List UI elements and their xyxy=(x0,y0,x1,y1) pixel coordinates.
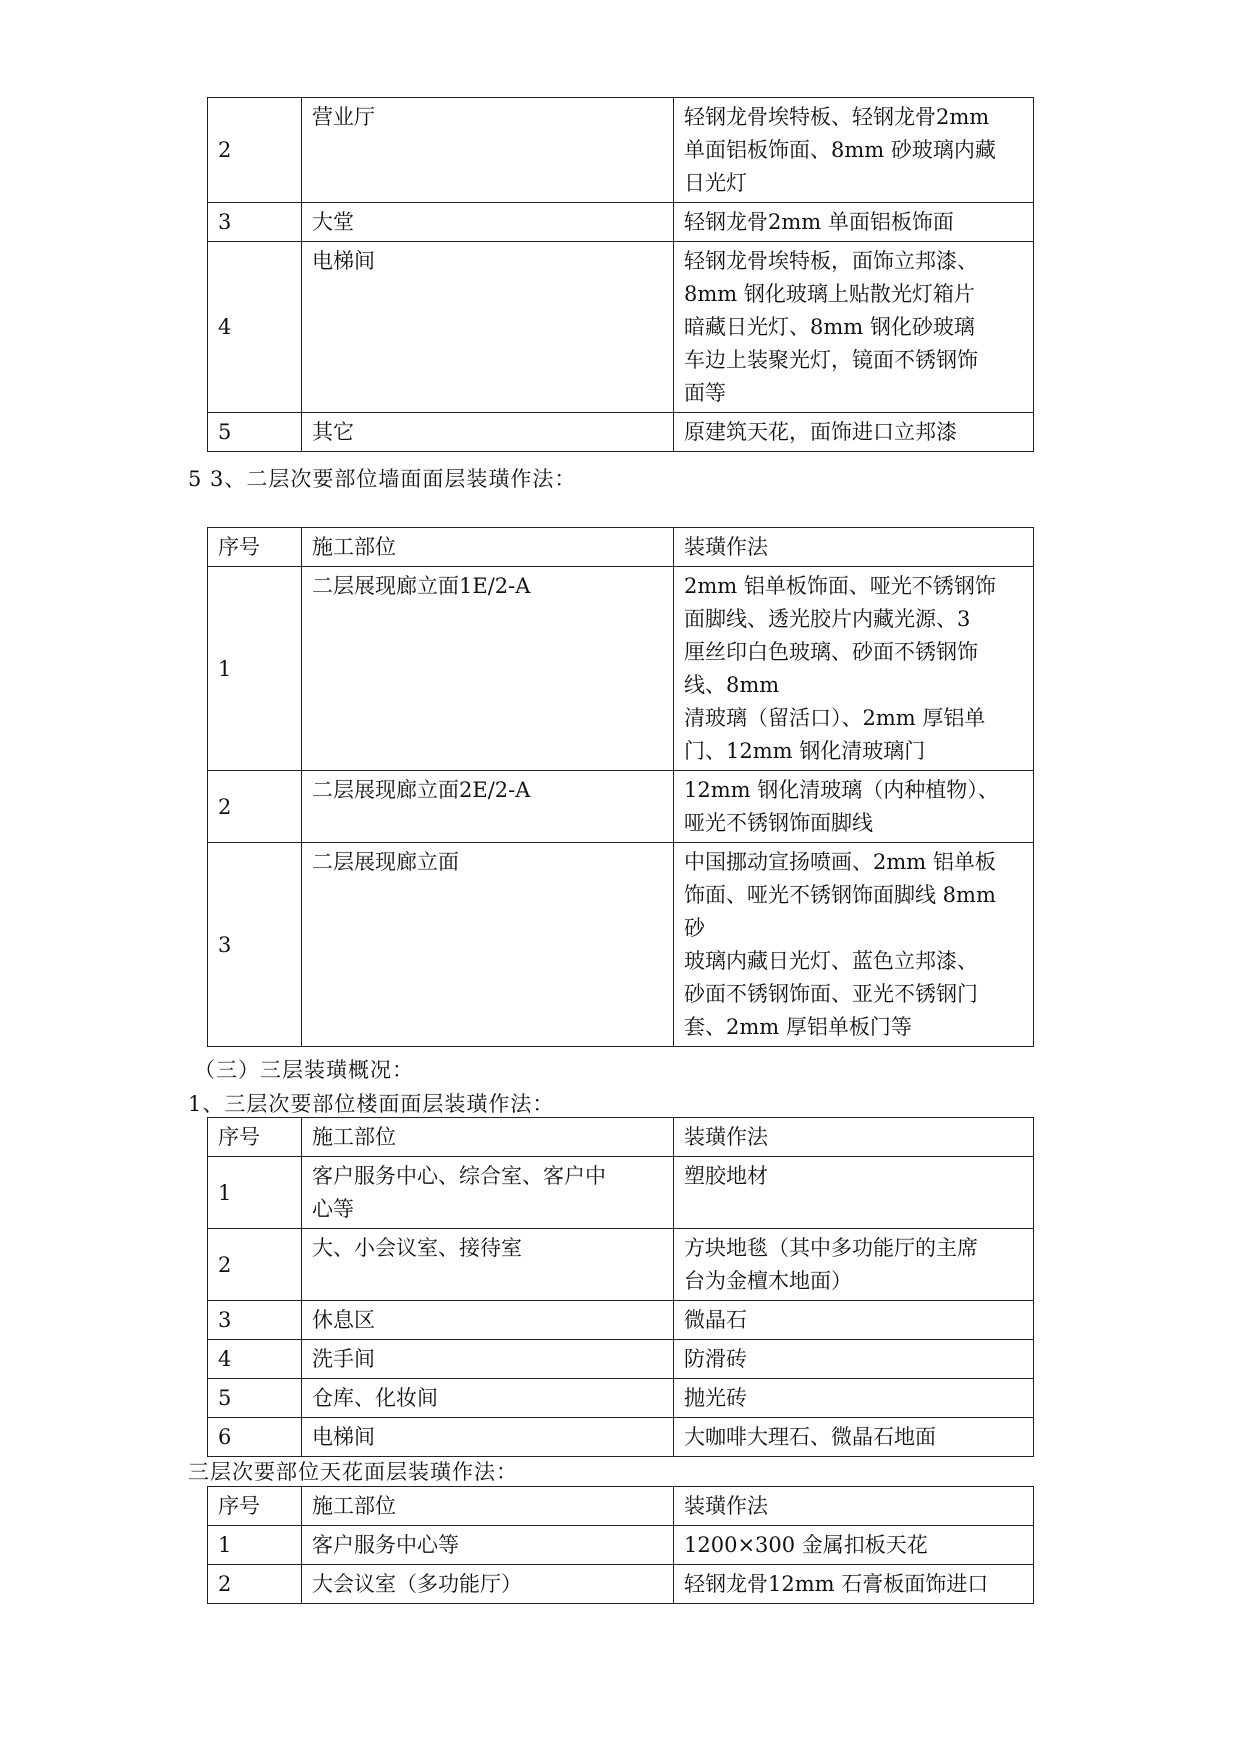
finish-method: 12mm 钢化清玻璃（内种植物）、 哑光不锈钢饰面脚线 xyxy=(674,771,1034,843)
construction-location: 电梯间 xyxy=(302,242,674,413)
construction-location: 大、小会议室、接待室 xyxy=(302,1229,674,1301)
section-heading-wall-floor2: 5 3、二层次要部位墙面面层装璜作法： xyxy=(188,467,577,491)
finish-method: 原建筑天花，面饰进口立邦漆 xyxy=(674,413,1034,452)
construction-location: 二层展现廊立面2E/2-A xyxy=(302,771,674,843)
table-row xyxy=(208,413,1034,452)
header-method: 装璜作法 xyxy=(674,1118,1034,1157)
header-method: 装璜作法 xyxy=(674,1487,1034,1526)
finish-method: 中国挪动宣扬喷画、2mm 铝单板 饰面、哑光不锈钢饰面脚线 8mm 砂 玻璃内藏日光灯、蓝色立邦漆、 砂面不锈钢饰面、亚光不锈钢门 套、2mm 厚铝单板门等 xyxy=(674,843,1034,1047)
table-row xyxy=(208,203,1034,242)
header-number: 序号 xyxy=(208,528,302,567)
ceiling-table-floor2 xyxy=(207,97,1034,452)
header-number: 序号 xyxy=(208,1487,302,1526)
header-location: 施工部位 xyxy=(302,1487,674,1526)
finish-method: 轻钢龙骨埃特板、轻钢龙骨2mm 单面铝板饰面、8mm 砂玻璃内藏 日光灯 xyxy=(674,98,1034,203)
finish-method: 微晶石 xyxy=(674,1301,1034,1340)
construction-location: 客户服务中心等 xyxy=(302,1526,674,1565)
table-row xyxy=(208,843,1034,1047)
row-number: 1 xyxy=(208,567,302,771)
header-number: 序号 xyxy=(208,1118,302,1157)
row-number: 2 xyxy=(208,98,302,203)
construction-location: 大会议室（多功能厅） xyxy=(302,1565,674,1604)
table-row xyxy=(208,98,1034,203)
row-number: 1 xyxy=(208,1157,302,1229)
finish-method: 抛光砖 xyxy=(674,1379,1034,1418)
ceiling-table-floor3 xyxy=(207,1486,1034,1604)
construction-location: 营业厅 xyxy=(302,98,674,203)
table-row xyxy=(208,1565,1034,1604)
construction-location: 洗手间 xyxy=(302,1340,674,1379)
finish-method: 轻钢龙骨2mm 单面铝板饰面 xyxy=(674,203,1034,242)
row-number: 4 xyxy=(208,1340,302,1379)
section-heading-ceiling-floor3: 三层次要部位天花面层装璜作法： xyxy=(188,1460,518,1484)
section-heading-floor3-overview: （三）三层装璜概况： xyxy=(194,1058,414,1082)
table-row xyxy=(208,1301,1034,1340)
finish-method: 轻钢龙骨12mm 石膏板面饰进口 xyxy=(674,1565,1034,1604)
header-method: 装璜作法 xyxy=(674,528,1034,567)
table-header-row xyxy=(208,1487,1034,1526)
finish-method: 方块地毯（其中多功能厅的主席 台为金檀木地面） xyxy=(674,1229,1034,1301)
row-number: 5 xyxy=(208,413,302,452)
table-row xyxy=(208,771,1034,843)
section-heading-floor3-floors: 1、三层次要部位楼面面层装璜作法： xyxy=(188,1092,555,1116)
finish-method: 大咖啡大理石、微晶石地面 xyxy=(674,1418,1034,1457)
table-header-row xyxy=(208,1118,1034,1157)
wall-table-floor2 xyxy=(207,527,1034,1047)
row-number: 2 xyxy=(208,771,302,843)
floor-table-floor3 xyxy=(207,1117,1034,1457)
finish-method: 2mm 铝单板饰面、哑光不锈钢饰 面脚线、透光胶片内藏光源、3 厘丝印白色玻璃、砂面不锈钢饰 线、8mm 清玻璃（留活口）、2mm 厚铝单 门、12mm 钢化清玻璃门 xyxy=(674,567,1034,771)
finish-method: 轻钢龙骨埃特板，面饰立邦漆、 8mm 钢化玻璃上贴散光灯箱片 暗藏日光灯、8mm 钢化砂玻璃 车边上装聚光灯，镜面不锈钢饰 面等 xyxy=(674,242,1034,413)
construction-location: 仓库、化妆间 xyxy=(302,1379,674,1418)
table-row xyxy=(208,1229,1034,1301)
finish-method: 塑胶地材 xyxy=(674,1157,1034,1229)
row-number: 5 xyxy=(208,1379,302,1418)
table-row xyxy=(208,1526,1034,1565)
table-row xyxy=(208,1340,1034,1379)
table-row xyxy=(208,567,1034,771)
table-row xyxy=(208,1379,1034,1418)
construction-location: 休息区 xyxy=(302,1301,674,1340)
row-number: 1 xyxy=(208,1526,302,1565)
table-row xyxy=(208,242,1034,413)
construction-location: 大堂 xyxy=(302,203,674,242)
header-location: 施工部位 xyxy=(302,1118,674,1157)
construction-location: 其它 xyxy=(302,413,674,452)
construction-location: 二层展现廊立面 xyxy=(302,843,674,1047)
table-row xyxy=(208,1418,1034,1457)
row-number: 2 xyxy=(208,1229,302,1301)
header-location: 施工部位 xyxy=(302,528,674,567)
row-number: 4 xyxy=(208,242,302,413)
row-number: 3 xyxy=(208,203,302,242)
construction-location: 二层展现廊立面1E/2-A xyxy=(302,567,674,771)
table-header-row xyxy=(208,528,1034,567)
construction-location: 电梯间 xyxy=(302,1418,674,1457)
finish-method: 防滑砖 xyxy=(674,1340,1034,1379)
construction-location: 客户服务中心、综合室、客户中 心等 xyxy=(302,1157,674,1229)
finish-method: 1200×300 金属扣板天花 xyxy=(674,1526,1034,1565)
row-number: 3 xyxy=(208,1301,302,1340)
row-number: 3 xyxy=(208,843,302,1047)
row-number: 2 xyxy=(208,1565,302,1604)
table-row xyxy=(208,1157,1034,1229)
row-number: 6 xyxy=(208,1418,302,1457)
